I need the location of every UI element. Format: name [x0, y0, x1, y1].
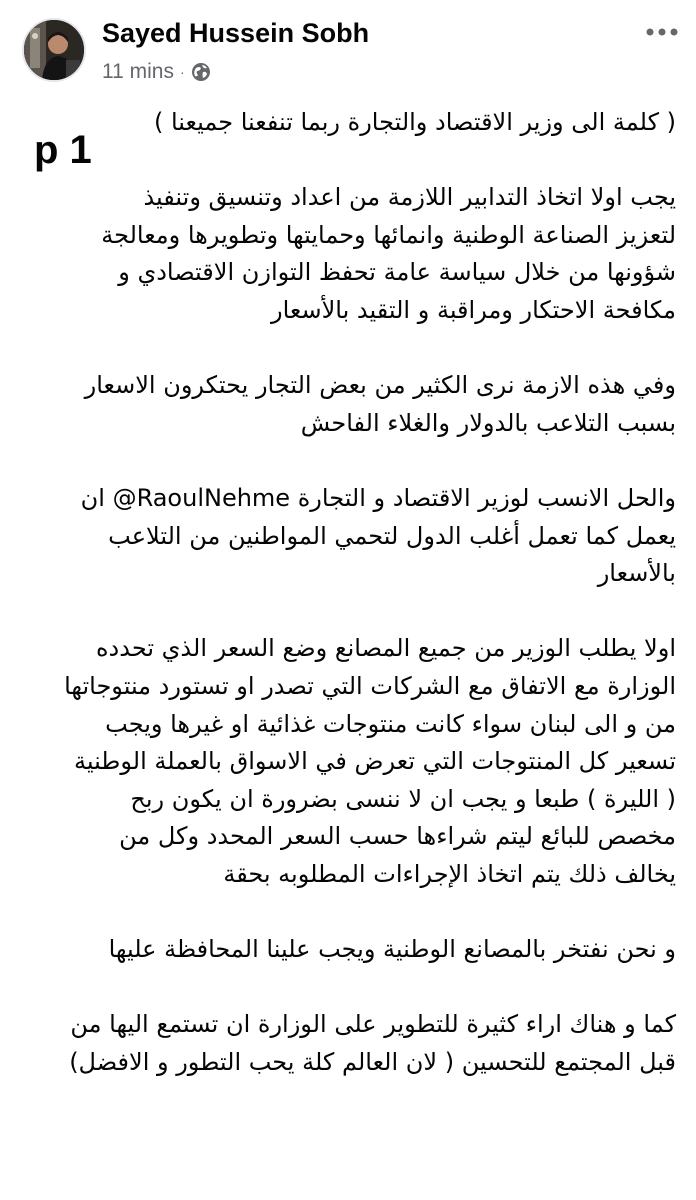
mention-link[interactable]: @RaoulNehme: [112, 483, 291, 512]
para1-line1: يجب اولا اتخاذ التدابير اللازمة من اعداد وتنسيق وتنفيذ: [143, 183, 676, 212]
para3-line2: يعمل كما تعمل أغلب الدول لتحمي المواطنين من التلاعب: [108, 521, 676, 550]
ellipsis-icon: [644, 26, 680, 38]
para4-line4: تسعير كل المنتوجات التي تعرض في الاسواق بالعملة الوطنية: [73, 747, 676, 776]
para6-line1: كما و هناك اراء كثيرة للتطوير على الوزارة ان تستمع اليها من: [70, 1010, 676, 1039]
para4-line6: مخصص للبائع ليتم شراءها حسب السعر المحدد وكل من: [119, 822, 676, 851]
para4-line1: اولا يطلب الوزير من جميع المصانع وضع السعر الذي تحدده: [95, 634, 676, 663]
meta-separator: ·: [179, 64, 185, 80]
author-name[interactable]: Sayed Hussein Sobh: [102, 18, 370, 48]
para4-line7: يخالف ذلك يتم اتخاذ الإجراءات المطلوبه بحقة: [223, 859, 676, 888]
para1-line2: لتعزيز الصناعة الوطنية وانمائها وحمايتها وتطويرها ومعالجة: [101, 220, 676, 249]
para2-line2: بسبب التلاعب بالدولار والغلاء الفاحش: [300, 408, 676, 437]
para2-line1: وفي هذه الازمة نرى الكثير من بعض التجار يحتكرون الاسعار: [84, 371, 676, 400]
para5-line1: و نحن نفتخر بالمصانع الوطنية ويجب علينا المحافظة عليها: [108, 935, 676, 964]
para1-line3: شؤونها من خلال سياسة عامة تحفظ التوازن الاقتصادي و: [118, 258, 676, 287]
globe-icon[interactable]: [191, 62, 211, 82]
avatar-photo: [24, 20, 84, 80]
avatar[interactable]: [22, 18, 86, 82]
post-header: [0, 0, 696, 100]
para6-line2: قبل المجتمع للتحسين ( لان العالم كلة يحب التطور و الافضل): [69, 1047, 676, 1076]
para3-line1-end: ان: [80, 483, 105, 512]
post-time[interactable]: 11 mins: [102, 60, 174, 83]
page-marker: p 1: [34, 128, 92, 172]
para4-line5: ( الليرة ) طبعا و يجب ان لا ننسى بضرورة ان يكون ربح: [130, 784, 676, 813]
para4-line3: من و الى لبنان سواء كانت منتوجات غذائية او غيرها ويجب: [105, 709, 676, 738]
para4-line2: الوزارة مع الاتفاق مع الشركات التي تصدر او تستورد منتوجاتها: [64, 671, 676, 700]
post-meta: [102, 59, 211, 85]
para3-line1: [22, 480, 676, 518]
more-options-button[interactable]: [642, 12, 682, 52]
para3-line1-start: والحل الانسب لوزير الاقتصاد و التجارة: [297, 483, 676, 512]
post-title: ( كلمة الى وزير الاقتصاد والتجارة ربما تنفعنا جميعنا ): [154, 108, 676, 136]
para3-line3: بالأسعار: [597, 559, 676, 588]
post-body: [22, 104, 676, 1081]
para1-line4: مكافحة الاحتكار ومراقبة و التقيد بالأسعار: [271, 295, 676, 324]
